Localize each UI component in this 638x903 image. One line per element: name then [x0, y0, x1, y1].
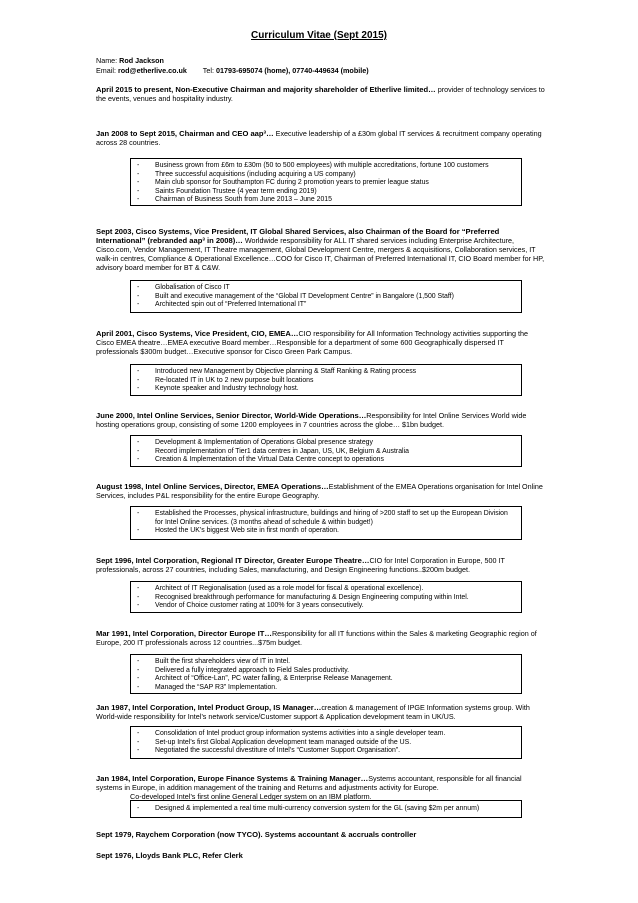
list-item: - Introduced new Management by Objective planning & Staff Ranking & Rating process — [135, 368, 517, 377]
list-item: - Record implementation of Tier1 data centres in Japan, US, UK, Belgium & Australia — [135, 448, 517, 457]
document-title: Curriculum Vitae (Sept 2015) — [251, 30, 387, 41]
list-item: - Designed & implemented a real time multi-currency conversion system for the GL (saving $2m per annum) — [135, 805, 517, 814]
list-item: - Consolidation of Intel product group information systems activities into a single developer team. — [135, 730, 517, 739]
list-item: - Vendor of Choice customer rating at 100% for 3 years consecutively. — [135, 602, 517, 611]
entry-heading: April 2001, Cisco Systems, Vice President, CIO, EMEA… — [96, 329, 299, 338]
list-item: - Established the Processes, physical infrastructure, buildings and hiring of >200 staff to set up the European Division for Intel Online services. (3 months ahead of schedule & within budget!) — [135, 510, 517, 527]
entry-cisco-cio — [96, 329, 546, 356]
entry-heading: Mar 1991, Intel Corporation, Director Europe IT… — [96, 629, 272, 638]
list-item: - Negotiated the successful divestiture of Intel’s “Customer Support Organisation”. — [135, 747, 517, 756]
entry-heading: Jan 1984, Intel Corporation, Europe Finance Systems & Training Manager… — [96, 774, 369, 783]
entry-heading: Jan 2008 to Sept 2015, Chairman and CEO aap³… — [96, 129, 274, 138]
bullet-box-intel-online-sr — [130, 435, 522, 467]
list-item: - Set-up Intel’s first Global Application development team managed outside of the US. — [135, 739, 517, 748]
list-item: - Keynote speaker and Industry technology host. — [135, 385, 517, 394]
list-item: - Built and executive management of the “Global IT Development Centre” in Bangalore (1,500 Staff) — [135, 293, 517, 302]
entry-heading: Sept 1979, Raychem Corporation (now TYCO). Systems accountant & accruals controller — [96, 830, 417, 839]
entry-intel-regional — [96, 556, 546, 574]
entry-heading: Sept 1996, Intel Corporation, Regional IT Director, Greater Europe Theatre… — [96, 556, 370, 565]
list-item: - Managed the “SAP R3” Implementation. — [135, 684, 517, 693]
name-line — [96, 56, 164, 65]
email-label: Email: — [96, 66, 116, 75]
entry-description: Responsibility for Intel Online Services World wide hosting operations group, consisting of some 1200 employees in 7 countries across the globe… $1bn budget. — [96, 411, 527, 429]
list-item: - Chairman of Business South from June 2013 – June 2015 — [135, 196, 517, 205]
name-label: Name: — [96, 56, 118, 65]
email-value[interactable]: rod@etherlive.co.uk — [117, 66, 187, 75]
entry-description: Establishment of the EMEA Operations organisation for Intel Online Services, includes P&L responsibility for the entire Europe Geography. — [96, 482, 543, 500]
list-item: - Three successful acquisitions (including acquiring a US company) — [135, 171, 517, 180]
tel-value: 01793-695074 (home), 07740-449634 (mobile) — [215, 66, 369, 75]
list-item: - Re-located IT in UK to 2 new purpose built locations — [135, 377, 517, 386]
bullet-box-intel-finance — [130, 800, 522, 818]
list-item: - Business grown from £6m to £30m (50 to 500 employees) with multiple accreditations, fortune 100 customers — [135, 162, 517, 171]
list-item: - Saints Foundation Trustee (4 year term ending 2019) — [135, 188, 517, 197]
bullet-box-cisco-cio — [130, 364, 522, 396]
bullet-box-intel-ipg — [130, 726, 522, 759]
list-item: - Creation & Implementation of the Virtual Data Centre concept to operations — [135, 456, 517, 465]
entry-heading: Jan 1987, Intel Corporation, Intel Product Group, IS Manager… — [96, 703, 322, 712]
entry-description: provider of technology services to the events, venues and hospitality industry. — [96, 85, 545, 103]
entry-intel-europe-it — [96, 629, 546, 647]
entry-intel-finance — [96, 774, 546, 801]
entry-description: Worldwide responsibility for ALL IT shared services including Enterprise Architecture, Cisco.com, Vendor Management, IT Theatre management, Global Development Centre, mergers & acquisitions, Collaboration services, IT walk-in centres, Compliance & Operational Excellence…COO for Cisco IT, Chairman of Preferred International IT, CIO Board member for HP, advisory board member for BT & C&W. — [96, 236, 545, 272]
entry-heading: Sept 2003, Cisco Systems, Vice President, IT Global Shared Services, also Chairman of the Board for “Preferred International” (rebranded aap³ in 2008)… — [96, 227, 500, 245]
list-item: - Development & Implementation of Operations Global presence strategy — [135, 439, 517, 448]
entry-aap3 — [96, 129, 546, 147]
list-item: - Architect of “Office-Lan”, PC water falling, & Enterprise Release Management. — [135, 675, 517, 684]
entry-intel-online-sr — [96, 411, 546, 429]
entry-intel-online-emea — [96, 482, 546, 500]
list-item: - Architected spin out of “Preferred International IT” — [135, 301, 517, 310]
list-item: - Hosted the UK’s biggest Web site in first month of operation. — [135, 527, 517, 536]
tel-label: Tel: — [202, 66, 214, 75]
entry-cisco-vp-shared — [96, 227, 546, 272]
entry-etherlive — [96, 85, 546, 103]
list-item: - Delivered a fully integrated approach to Field Sales productivity. — [135, 667, 517, 676]
email-line — [96, 66, 369, 75]
entry-heading: Sept 1976, Lloyds Bank PLC, Refer Clerk — [96, 851, 243, 860]
entry-lloyds — [96, 851, 546, 860]
name-value: Rod Jackson — [119, 56, 164, 65]
bullet-box-intel-regional — [130, 581, 522, 613]
bullet-box-intel-europe-it — [130, 654, 522, 694]
entry-heading: April 2015 to present, Non-Executive Chairman and majority shareholder of Etherlive limited… — [96, 85, 436, 94]
entry-heading: August 1998, Intel Online Services, Director, EMEA Operations… — [96, 482, 329, 491]
bullet-box-intel-online-emea — [130, 506, 522, 540]
bullet-box-cisco-shared — [130, 280, 522, 313]
list-item: - Architect of IT Regionalisation (used as a role model for fiscal & operational excellence). — [135, 585, 517, 594]
list-item: - Recognised breakthrough performance for manufacturing & Design Engineering computing within Intel. — [135, 594, 517, 603]
entry-description: CIO responsibility for All Information Technology activities supporting the Cisco EMEA theatre…EMEA executive Board member…Responsible for a department of some 600 Geographically dispersed IT professionals $300m budget…Executive sponsor for Cisco Green Park Campus. — [96, 329, 529, 356]
entry-description: Responsibility for all IT functions within the Sales & marketing Geographic region of Europe, 200 IT professionals across 12 countries...$75m budget. — [96, 629, 537, 647]
entry-raychem — [96, 830, 546, 839]
entry-description: CIO for Intel Corporation in Europe, 500 IT professionals, across 27 countries, including Sales, manufacturing, and Design Engineering functions..$200m budget. — [96, 556, 505, 574]
list-item: - Built the first shareholders view of IT in Intel. — [135, 658, 517, 667]
list-item: - Main club sponsor for Southampton FC during 2 promotion years to premier league status — [135, 179, 517, 188]
entry-heading: June 2000, Intel Online Services, Senior Director, World-Wide Operations… — [96, 411, 367, 420]
entry-intel-ipg — [96, 703, 546, 721]
entry-trailing-note: Co-developed Intel’s first online General Ledger system on an IBM platform. — [130, 792, 372, 801]
bullet-box-aap3 — [130, 158, 522, 206]
entry-description: creation & management of IPGE Information systems group. With World-wide responsibility for Intel’s network service/Customer support & Application development team in UK/US. — [96, 703, 530, 721]
entry-description: Executive leadership of a £30m global IT services & recruitment company operating across 28 countries. — [96, 129, 542, 147]
list-item: - Globalisation of Cisco IT — [135, 284, 517, 293]
entry-description: Systems accountant, responsible for all financial systems in Europe, in addition management of the training and Returns and adjustments activity for Europe. — [96, 774, 522, 792]
